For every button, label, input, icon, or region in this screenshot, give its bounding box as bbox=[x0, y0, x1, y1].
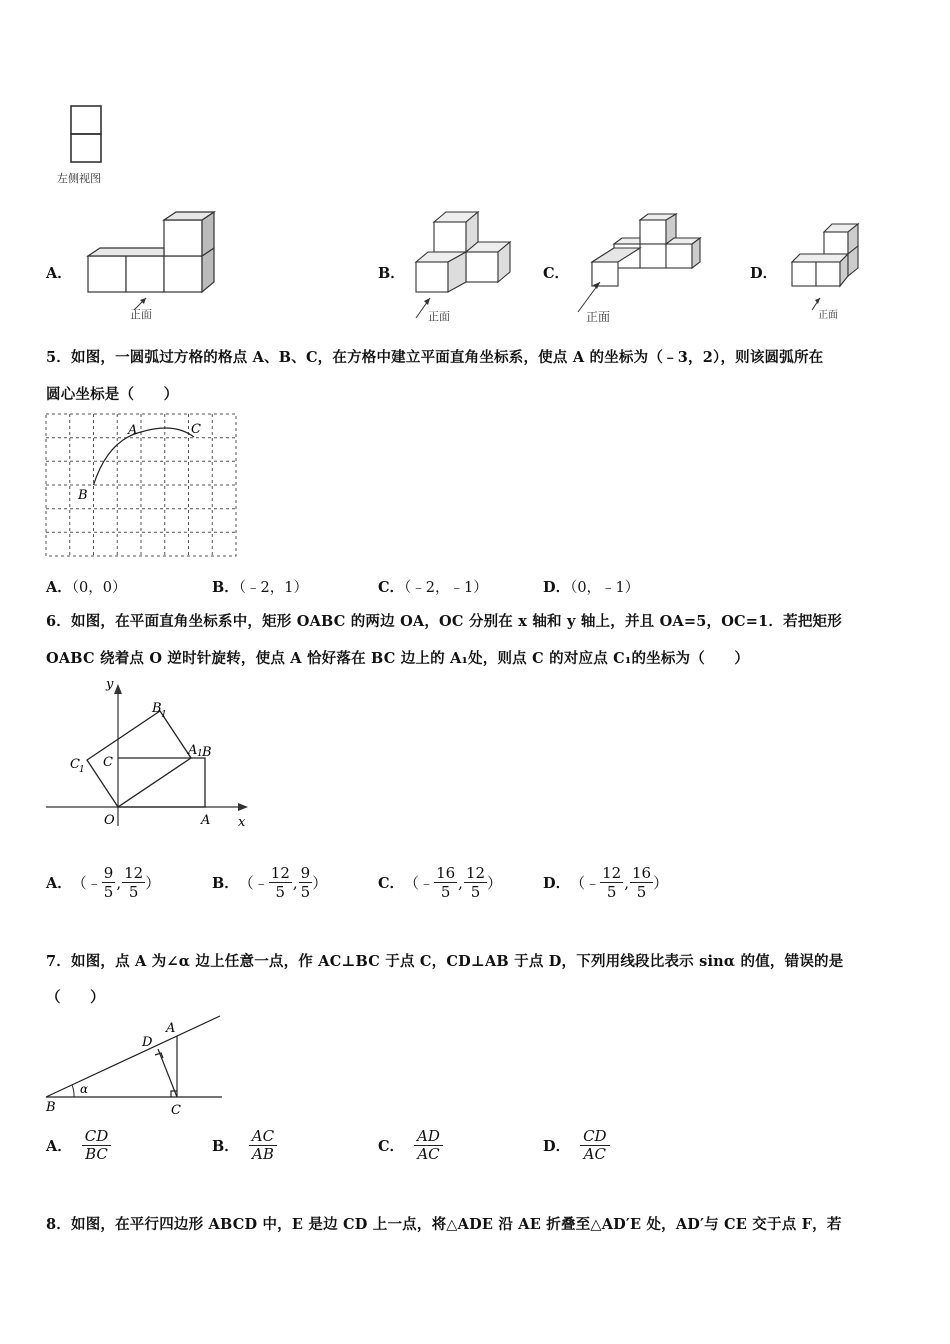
q5-option-c-text: （﹣2，﹣1） bbox=[404, 580, 488, 596]
q6-option-b-frac2 bbox=[299, 864, 313, 901]
q7-option-c[interactable] bbox=[378, 1128, 443, 1164]
q6-option-c-open: （﹣ bbox=[404, 874, 435, 892]
q5-label-c: C bbox=[191, 422, 201, 437]
q4-option-c-front-caption: 正面 bbox=[586, 310, 611, 324]
q6-option-c-frac2 bbox=[464, 864, 487, 901]
q5-stem-line1: 5．如图，一圆弧过方格的格点 A、B、C，在方格中建立平面直角坐标系，使点 A 的坐标为（﹣3，2），则该圆弧所在 bbox=[46, 349, 824, 366]
q7-option-b-num: AC bbox=[249, 1128, 277, 1146]
q5-option-a[interactable] bbox=[46, 576, 126, 597]
q4-option-a-letter[interactable]: A． bbox=[46, 265, 72, 282]
q7-label-d: D bbox=[142, 1035, 153, 1050]
q6-option-a-d2: 5 bbox=[128, 883, 139, 901]
q6-option-b-frac1 bbox=[269, 864, 292, 901]
q7-option-a-den: BC bbox=[85, 1145, 108, 1164]
q4-option-b-front-caption: 正面 bbox=[428, 310, 450, 323]
q6-option-c[interactable] bbox=[378, 864, 502, 901]
q6-option-b-value: （﹣ $\frac{12}{5}$ , $\frac{9}{5}$ ） bbox=[238, 864, 328, 901]
q6-option-c-frac1 bbox=[434, 864, 457, 901]
q7-option-c-num: AD bbox=[414, 1128, 443, 1146]
q7-label-alpha: α bbox=[80, 1082, 89, 1096]
q5-option-c[interactable] bbox=[378, 576, 488, 597]
q6-option-c-close: ） bbox=[487, 874, 503, 892]
q6-option-d-d1: 5 bbox=[606, 883, 617, 901]
q7-option-d-den: AC bbox=[583, 1145, 606, 1164]
q6-option-a-n1: 9 bbox=[103, 864, 114, 882]
q6-label-c1-sub: 1 bbox=[79, 765, 85, 775]
q6-label-x: x bbox=[238, 815, 246, 830]
q6-option-d-close: ） bbox=[653, 874, 669, 892]
q6-stem-line2: OABC 绕着点 O 逆时针旋转，使点 A 恰好落在 BC 边上的 A₁处，则点 C 的对应点 C₁的坐标为（ ） bbox=[46, 650, 750, 667]
q4-option-c-letter[interactable]: C． bbox=[543, 265, 570, 282]
q6-option-c-letter: C． bbox=[378, 875, 405, 892]
q6-option-c-n2: 12 bbox=[465, 864, 486, 882]
q7-option-b-frac bbox=[249, 1128, 277, 1164]
q6-option-a-open: （﹣ bbox=[71, 874, 102, 892]
q7-option-b-letter: B． bbox=[212, 1138, 239, 1156]
q7-option-a-num: CD bbox=[82, 1128, 112, 1146]
q4-option-b-figure[interactable] bbox=[408, 208, 526, 326]
q6-option-d-letter: D． bbox=[543, 875, 571, 892]
q7-label-c: C bbox=[171, 1103, 181, 1118]
q5-arc bbox=[94, 428, 195, 485]
q6-option-a-d1: 5 bbox=[103, 883, 114, 901]
q6-option-a-frac2 bbox=[122, 864, 145, 901]
q7-option-b[interactable] bbox=[212, 1128, 277, 1164]
q6-option-b-close: ） bbox=[312, 874, 328, 892]
q4-option-a-cubes bbox=[84, 210, 224, 325]
q7-option-b-den: AB bbox=[251, 1145, 274, 1164]
q6-label-b: B bbox=[202, 745, 212, 760]
q8-stem-line1: 8．如图，在平行四边形 ABCD 中，E 是边 CD 上一点，将△ADE 沿 AE 折叠至△AD′E 处，AD′与 CE 交于点 F，若 bbox=[46, 1216, 842, 1233]
q4-option-a-front-caption: 正面 bbox=[130, 308, 152, 321]
q6-option-c-d2: 5 bbox=[470, 883, 481, 901]
q6-option-d-d2: 5 bbox=[636, 883, 647, 901]
q6-option-d-n1: 12 bbox=[602, 864, 622, 882]
q6-stem-line1: 6．如图，在平面直角坐标系中，矩形 OABC 的两边 OA，OC 分别在 x 轴和 y 轴上，并且 OA=5，OC=1．若把矩形 bbox=[46, 613, 842, 630]
q6-option-b-d1: 5 bbox=[275, 883, 286, 901]
q6-option-a[interactable] bbox=[46, 864, 160, 901]
q5-option-a-text: （0，0） bbox=[71, 580, 127, 596]
q7-figure bbox=[44, 1012, 226, 1118]
q7-option-d[interactable] bbox=[543, 1128, 610, 1164]
q6-option-a-frac1 bbox=[102, 864, 116, 901]
q5-option-b-letter: B． bbox=[212, 579, 239, 596]
q5-option-a-letter: A． bbox=[46, 579, 72, 596]
q6-label-a1: A bbox=[188, 743, 198, 758]
q7-option-a-frac bbox=[82, 1128, 112, 1164]
q6-label-b1: B bbox=[152, 701, 162, 716]
q7-label-a: A bbox=[166, 1021, 176, 1036]
q6-label-a1-sub: 1 bbox=[197, 749, 203, 759]
q5-grid-drawing bbox=[44, 412, 240, 560]
q4-option-d-figure[interactable] bbox=[784, 218, 874, 324]
q5-option-b[interactable] bbox=[212, 576, 308, 597]
q7-option-d-letter: D． bbox=[543, 1138, 571, 1156]
q6-option-d-value: （﹣ $\frac{12}{5}$ , $\frac{16}{5}$ ） bbox=[570, 864, 669, 901]
q4-option-d-letter[interactable]: D． bbox=[750, 265, 778, 282]
q5-grid-figure bbox=[44, 412, 240, 560]
q6-option-d-open: （﹣ bbox=[570, 874, 601, 892]
q6-figure bbox=[44, 676, 258, 832]
q5-option-d-letter: D． bbox=[543, 579, 571, 596]
q7-label-b: B bbox=[46, 1100, 56, 1115]
q6-option-b-open: （﹣ bbox=[238, 874, 269, 892]
q7-option-c-letter: C． bbox=[378, 1138, 405, 1156]
q4-option-d-front-caption: 正面 bbox=[818, 310, 838, 321]
q7-stem-line1: 7．如图，点 A 为∠α 边上任意一点，作 AC⊥BC 于点 C，CD⊥AB 于点 D，下列用线段比表示 sinα 的值，错误的是 bbox=[46, 953, 844, 970]
q6-option-b-n1: 12 bbox=[270, 864, 290, 882]
q6-label-a: A bbox=[201, 813, 211, 828]
q6-label-o: O bbox=[104, 813, 115, 828]
q7-option-c-den: AC bbox=[417, 1145, 440, 1164]
q4-option-b-letter[interactable]: B． bbox=[378, 265, 405, 282]
q5-label-a: A bbox=[128, 423, 138, 438]
left-view-figure bbox=[56, 104, 136, 188]
q7-option-d-num: CD bbox=[580, 1128, 610, 1146]
q7-option-d-frac bbox=[580, 1128, 610, 1164]
q4-option-b-cubes bbox=[408, 208, 526, 326]
q5-option-d-text: （0，﹣1） bbox=[570, 580, 640, 596]
q7-option-a-letter: A． bbox=[46, 1138, 72, 1156]
q7-stem-line2: （ ） bbox=[46, 989, 105, 1006]
q6-label-y: y bbox=[106, 677, 114, 692]
q6-option-d[interactable] bbox=[543, 864, 668, 901]
q6-option-a-n2: 12 bbox=[124, 864, 144, 882]
q5-label-b: B bbox=[78, 488, 88, 503]
q4-option-c-figure[interactable] bbox=[572, 208, 712, 326]
q5-stem-line2: 圆心坐标是（ ） bbox=[46, 386, 179, 403]
q4-option-a-figure[interactable] bbox=[84, 210, 224, 325]
q6-drawing bbox=[44, 676, 258, 832]
q6-option-b-letter: B． bbox=[212, 875, 239, 892]
q6-option-a-value: （﹣ $\frac{9}{5}$ , $\frac{12}{5}$ ） bbox=[71, 864, 161, 901]
q6-label-c1: C bbox=[70, 757, 80, 772]
left-view-caption: 左侧视图 bbox=[57, 172, 101, 185]
q6-option-d-frac1 bbox=[600, 864, 623, 901]
q7-option-c-frac bbox=[414, 1128, 443, 1164]
q5-option-c-letter: C． bbox=[378, 579, 405, 596]
q6-option-a-close: ） bbox=[145, 874, 161, 892]
q6-option-b[interactable] bbox=[212, 864, 327, 901]
q6-label-b1-sub: 1 bbox=[161, 710, 167, 720]
q5-option-d[interactable] bbox=[543, 576, 639, 597]
q7-option-a[interactable] bbox=[46, 1128, 111, 1164]
q6-option-b-n2: 9 bbox=[300, 864, 311, 882]
q6-option-d-frac2 bbox=[630, 864, 653, 901]
q6-option-c-d1: 5 bbox=[440, 883, 451, 901]
q6-option-d-n2: 16 bbox=[631, 864, 652, 882]
q5-option-b-text: （﹣2，1） bbox=[238, 580, 308, 596]
q6-option-b-d2: 5 bbox=[300, 883, 311, 901]
q6-label-c: C bbox=[103, 755, 113, 770]
q7-drawing bbox=[44, 1012, 226, 1118]
q6-option-c-n1: 16 bbox=[436, 864, 456, 882]
q6-option-c-value: （﹣ $\frac{16}{5}$ , $\frac{12}{5}$ ） bbox=[404, 864, 503, 901]
q6-option-a-letter: A． bbox=[46, 875, 72, 892]
